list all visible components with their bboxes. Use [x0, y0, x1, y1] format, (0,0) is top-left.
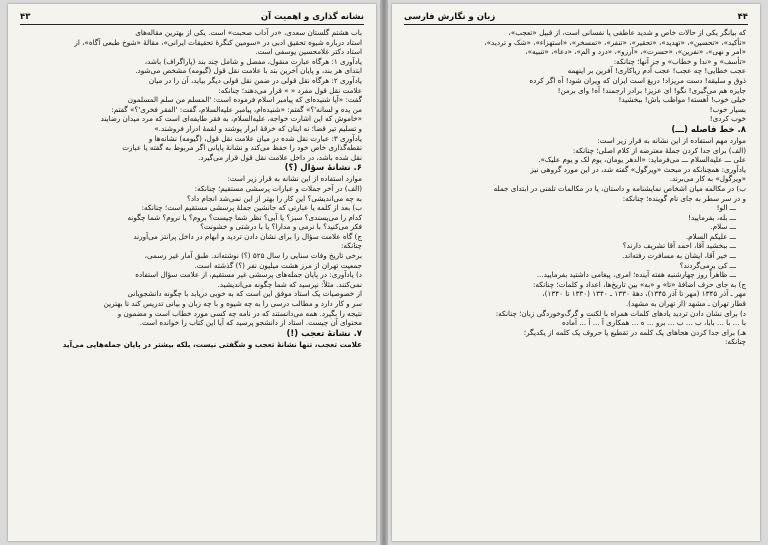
- text-line: بسیار خوب!: [709, 104, 746, 114]
- dialogue-lines: [406, 203, 746, 280]
- text-line: یادآوری ۲: هرگاه نقل قولی در ضمن نقل قولی دیگر بیاید، آن را در میان: [148, 75, 362, 85]
- tail-lines: [406, 280, 746, 347]
- text-line: ج) گاه علامت سؤال را برای نشان دادن تردید و ابهام در داخل پرانتز می‌آورند: [133, 231, 362, 241]
- text-line: «ویرگول» به کار می‌برند.: [669, 174, 746, 184]
- text-line: ـــ علیکم السلام.: [685, 231, 736, 241]
- text-line: برخی تاریخ وفات سنایی را سال ۵۲۵ (؟) نوشته‌اند. طبق آمار غیر رسمی،: [144, 251, 362, 261]
- section-6-items: [22, 184, 362, 328]
- text-line: د) یادآوری: در پایان جمله‌های پرسشی غیر مستقیم، از علامت سؤال استفاده: [135, 270, 362, 280]
- section-8-title: ۸. خط فاصله (ـــ): [671, 124, 746, 135]
- text-line: قطار تهران ـ مشهد (از تهران به مشهد).: [625, 299, 746, 309]
- section-8-lines: [406, 136, 746, 203]
- text-line: ـــ ظاهراً روز چهارشنبه هفته آینده؛ امری، پیغامی داشتید بفرمایید...: [536, 270, 736, 280]
- text-line: نتیجه را بگیرد. همه می‌دانستند که در نامه چه کسی مورد خطاب است و مضمون و: [117, 308, 362, 318]
- text-line: «تأکید»، «تحسین»، «تهدید»، «تحقیر»، «تنفر»، «تمسخر»، «استهزاء»، «شک و تردید»،: [484, 37, 746, 47]
- text-line: خوب کردی!: [709, 114, 746, 124]
- text-line: ـــ کی برمی‌گردند؟: [679, 260, 736, 270]
- text-line: به چه می‌اندیشی؟ این کار را بهتر از این نمی‌شد انجام داد؟: [187, 193, 362, 203]
- text-line: «تأسف» و «ندا و خطاب» و جز آنها؛ چنانکه:: [613, 56, 746, 66]
- text-line: جایزه هم می‌گیری! نگو! ای عزیز! برادر ارجمند! آه! وای برمن!: [557, 85, 746, 95]
- text-line: و تسلیم تیر قضا؛ نه اینان که خرقهٔ ابرار پوشند و لقمهٔ ادرار فروشند.»: [154, 123, 362, 133]
- section-6-title: ۶. نشانهٔ سؤال (؟): [284, 163, 362, 174]
- section-7-intro: علامت تعجب، تنها نشانهٔ تعجب و شگفتی نیست، بلکه بیشتر در پایان جمله‌هایی می‌آید: [62, 339, 362, 349]
- text-line: علامت نقل قول مفرد « » قرار می‌دهند؛ چنانکه:: [218, 85, 362, 95]
- text-line: کدام را می‌پسندی؟ سبز؟ یا آبی؟ نظر شما چیست؟ بروم؟ یا نروم؟ شما چگونه: [127, 212, 362, 222]
- text-line: ـــ ببخشید آقا، احمد آقا تشریف دارند؟: [622, 241, 736, 251]
- text-line: د) برای نشان دادن تردید یادهای کلمات همراه با لکنت و گرگ‌وخوردگی زبان؛ چنانکه:: [495, 308, 746, 318]
- text-line: ـــ الو!: [716, 203, 736, 213]
- text-line: ج) به جای حرف اضافهٔ «تا» و «به» بین تاریخ‌ها، اعداد و کلمات؛ چنانکه:: [532, 279, 746, 289]
- right-page-number: ۴۴: [737, 12, 748, 22]
- text-line: چنانکه:: [340, 241, 362, 251]
- text-line: ابتدای هر بند، و پایان آخرین بند با علامت نقل قول (گیومه) مشخص می‌شود.: [135, 66, 362, 76]
- text-line: مهر ـ آذر ۱۳۴۵ (مهر تا آذر ۱۳۴۵)، دههٔ ۱۳۳۰ ـ ۱۳۴۰ (۱۳۳۰ تا ۱۳۴۰)،: [542, 289, 746, 299]
- left-page-header: [20, 10, 364, 25]
- text-line: نمی‌کنند. مثلاً: نپرسید که شما چگونه می‌اندیشید.: [217, 279, 362, 289]
- section-7-title: ۷. نشانهٔ تعجب (!): [286, 328, 362, 339]
- left-item6-lines: [22, 57, 362, 163]
- text-line: سر و کار دارد و مطالب درسی را به چه شیوه و با چه زبان و بیانی تدریس کند تا بهترین: [103, 299, 362, 309]
- text-line: که بیانگر یکی از حالات خاص و شدید عاطفی یا نفسانی است، از قبیل «تعجب»،: [508, 28, 746, 37]
- text-line: باب هشتم گلستان سعدی، «در آداب صحبت» است. یکی از بهترین مقاله‌های: [135, 28, 362, 37]
- text-line: ذوق و سلیقه! دست مریزاد! دریغ است ایران که ویران شود! آه اگر کرده: [529, 75, 746, 85]
- left-header-title: نشانه گذاری و اهمیت آن: [260, 12, 364, 22]
- text-line: فکر می‌کنید؟ با نرمی و مدارا؟ یا با درشتی و خشونت؟: [200, 222, 362, 232]
- text-line: ب) در مکالمه میان اشخاص نمایشنامه و داستان، یا در مکالمات تلفنی در ابتدای جمله: [493, 183, 746, 193]
- text-line: استاد درباره شیوه تحقیق ادبی در «سومین کنگرهٔ تحقیقات ایرانی»، مقالهٔ «شوخ طبعی آگاه»، از: [74, 37, 362, 47]
- text-line: جمعیت تهران از مرز هشت میلیون نفر (؟) گذشته است.: [194, 260, 362, 270]
- right-header-title: زبان و نگارش فارسی: [404, 12, 496, 22]
- text-line: گفت: «آیا شنیده‌ای که پیامبر اسلام فرموده است: 'المسلم من سلم المسلمون: [127, 95, 362, 105]
- book-gutter: [380, 0, 388, 545]
- text-line: من یده و لسانه'؟» گفتم: «شنیده‌ام، پیامبر علیه‌السلام، گفت: 'الفقر فخری'؟» گفتم:: [111, 104, 362, 114]
- text-line: خیلی خوب! آهسته! مواظب باش! ببخشید!: [618, 95, 746, 105]
- text-line: ـــ بله، بفرمایید!: [688, 212, 736, 222]
- text-line: (الف) برای جدا کردن جملهٔ معترضه از کلام اصلی؛ چنانکه:: [572, 145, 746, 155]
- text-line: محتوای آن چیست. استاد از دانشجو پرسید که آیا این کتاب را خوانده است.: [139, 318, 362, 328]
- left-top-lines: [22, 28, 362, 57]
- right-page-header: [404, 10, 748, 25]
- text-line: هـ) برای جدا کردن هجاهای یک کلمه در تقطیع یا حروف یک کلمه از یکدیگر؛: [523, 327, 746, 337]
- left-page-number: ۴۳: [20, 12, 31, 22]
- text-line: عجب خطایی! چه عجب! عجب آدم ریاکاری! آفرین بر اینهمه: [567, 66, 746, 76]
- text-line: ـــ سلام.: [710, 222, 736, 232]
- text-line: موارد مهم استفاده از این نشانه به قرار زیر است:: [597, 135, 746, 145]
- left-page: [8, 4, 376, 541]
- text-line: و در سر سطر به جای نام گوینده؛ چنانکه:: [622, 193, 746, 203]
- right-top-lines: [406, 28, 746, 124]
- text-line: «خاموش که این اشارت خواجه، علیه‌السلام، به فقر طایفه‌ای است که مرد میدان رضایند: [100, 114, 362, 124]
- text-line: یادآوری ۱: هرگاه عبارت منقول، مفصل و شامل چند بند (پاراگراف) باشد،: [144, 56, 362, 66]
- text-line: «امر و نهی»، «نفرین»، «حسرت»، «آرزو»، «درد و الم»، «دعا»، «تنبیه»،: [525, 47, 746, 57]
- text-line: یادآوری: همچنانکه در مبحث «ویرگول» گفته شد، در این مورد گروهی نیز: [530, 164, 746, 174]
- text-line: نقل شده باشد، در داخل علامت نقل قول قرار می‌گیرد.: [198, 152, 362, 162]
- text-line: ـــ خیر آقا، ایشان به مسافرت رفته‌اند.: [622, 251, 736, 261]
- right-page-body: [406, 28, 746, 537]
- text-line: استاد دکتر غلامحسین یوسفی است.: [255, 47, 362, 57]
- text-line: چنانکه:: [724, 337, 746, 347]
- text-line: از خصوصیات یک استاد موفق این است که به خوبی دریابد با چگونه دانشجویانی: [127, 289, 362, 299]
- text-line: با ... با ... بابا، ب ... ب ... برو ... ه ... همکاری آ ... آ ... آماده: [562, 318, 746, 328]
- text-line: ب) بعد از کلمه یا عبارتی که جانشین جملهٔ پرسشی مستقیم است؛ چنانکه:: [141, 203, 362, 213]
- section-6-intro: موارد استفاده از این نشانه به قرار زیر است:: [227, 174, 362, 184]
- text-line: (الف) در آخر جملات و عبارات پرسشی مستقیم؛ چنانکه:: [194, 183, 362, 193]
- text-line: نقطه‌گذاری خاص خود را حفظ می‌کند و نشانهٔ پایانی اگر مربوط به گفته یا عبارت: [122, 143, 362, 153]
- text-line: علی ـــ علیه‌السلام ـــ می‌فرماید: «الدهر یومان، یوم لک و یوم علیک».: [538, 155, 746, 165]
- text-line: یادآوری ۳: عبارت نقل شده در میان علامت نقل قول، (گیومه) نشانه‌ها و: [148, 133, 362, 143]
- left-page-body: [22, 28, 362, 537]
- right-page: [392, 4, 760, 541]
